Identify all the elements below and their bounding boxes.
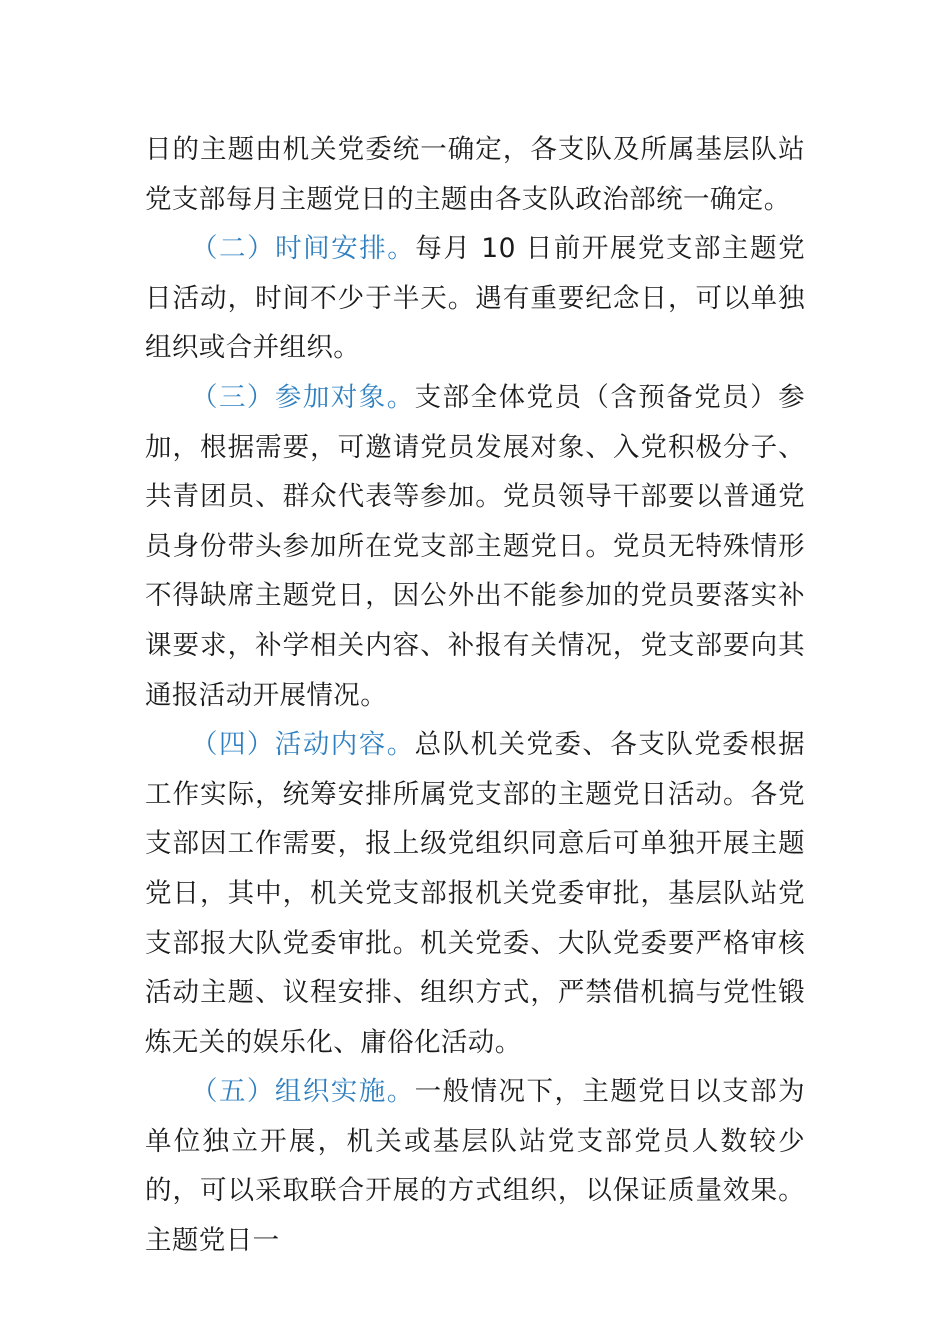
paragraph-text: 支部全体党员（含预备党员）参加，根据需要，可邀请党员发展对象、入党积极分子、共青团员、群众代表等参加。党员领导干部要以普通党员身份带头参加所在党支部主题党日。党员无特殊情形不得缺席主题党日，因公外出不能参加的党员要落实补课要求，补学相关内容、补报有关情况，党支部要向其通报活动开展情况。 (145, 381, 805, 711)
paragraph-text: 日的主题由机关党委统一确定，各支队及所属基层队站党支部每月主题党日的主题由各支队政治部统一确定。 (145, 134, 805, 215)
paragraph-activity-content (145, 720, 805, 1067)
document-body (145, 125, 805, 1266)
paragraph-text: 每月 10 日前开展党支部主题党日活动，时间不少于半天。遇有重要纪念日，可以单独组织或合并组织。 (145, 233, 805, 364)
paragraph-text: 一般情况下，主题党日以支部为单位独立开展，机关或基层队站党支部党员人数较少的，可以采取联合开展的方式组织，以保证质量效果。主题党日一 (145, 1076, 805, 1257)
paragraph-participants (145, 373, 805, 720)
paragraph-implementation (145, 1067, 805, 1265)
paragraph-text: 总队机关党委、各支队党委根据工作实际，统筹安排所属党支部的主题党日活动。各党支部因工作需要，报上级党组织同意后可单独开展主题党日，其中，机关党支部报机关党委审批，基层队站党支部报大队党委审批。机关党委、大队党委要严格审核活动主题、议程安排、组织方式，严禁借机搞与党性锻炼无关的娱乐化、庸俗化活动。 (145, 729, 805, 1058)
section-heading-schedule: （二）时间安排。 (191, 233, 416, 265)
section-heading-participants: （三）参加对象。 (191, 381, 415, 413)
paragraph-continuation (145, 125, 805, 224)
section-heading-activity-content: （四）活动内容。 (191, 729, 415, 761)
paragraph-schedule (145, 224, 805, 373)
section-heading-implementation: （五）组织实施。 (191, 1076, 415, 1108)
